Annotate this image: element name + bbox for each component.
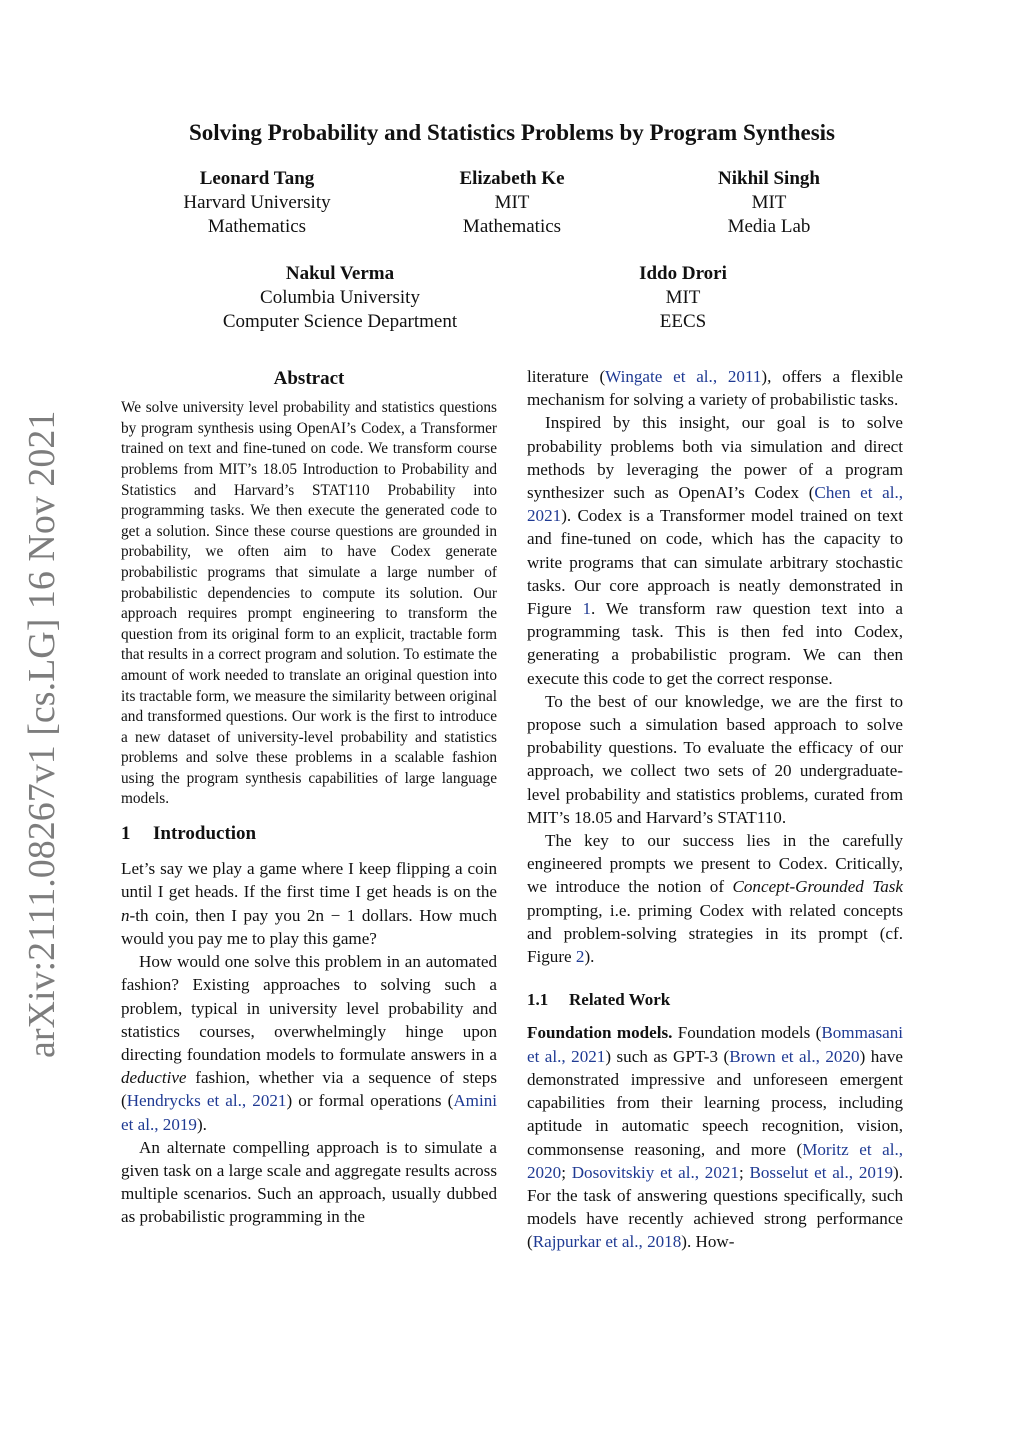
author-department: EECS (659, 311, 707, 332)
author-affiliation: MIT (494, 192, 530, 213)
subsection-heading-related-work (527, 988, 903, 1011)
text-run: literature ( (527, 367, 606, 386)
text-run: -th coin, then I pay you (129, 905, 307, 925)
section-number: 1 (121, 823, 131, 845)
author-affiliation: MIT (751, 192, 787, 213)
right-paragraph-1 (527, 365, 903, 411)
citation-link[interactable]: Dosovitskiy et al., 2021 (571, 1162, 739, 1182)
right-column (527, 365, 903, 1254)
section-title: Introduction (153, 823, 257, 845)
citation-link[interactable]: Chen et al., 2021 (527, 483, 903, 526)
citation-link[interactable]: Bommasani et al., 2021 (527, 1023, 903, 1066)
right-paragraph-4 (527, 829, 903, 968)
right-paragraph-3: To the best of our knowledge, we are the first to propose such a simulation based approach to solve probability questions. To evaluate the efficacy of our approach, we collect two sets of 20 undergraduate-level probability and statistics problems, curated from MIT’s 18.05 and Harvard’s STAT110. (527, 691, 903, 827)
author-block (523, 262, 843, 334)
subsection-title: Related Work (569, 990, 671, 1010)
author-department: Media Lab (727, 216, 811, 237)
citation-link[interactable]: Brown et al., 2020 (729, 1046, 860, 1066)
paper-title: Solving Probability and Statistics Problems by Program Synthesis (189, 120, 835, 145)
math-variable: n (121, 905, 130, 925)
emphasis: Concept-Grounded Task (732, 877, 903, 897)
author-name: Iddo Drori (639, 263, 727, 284)
figure-reference-link[interactable]: 2 (575, 947, 585, 967)
intro-paragraph-3: An alternate compelling approach is to simulate a given task on a large scale and aggregate results across multiple scenarios. Such an approach, usually dubbed as probabilistic programming in the (121, 1137, 497, 1227)
intro-paragraph-2 (121, 950, 497, 1136)
abstract-heading: Abstract (273, 368, 345, 389)
intro-paragraph-1 (121, 857, 497, 950)
citation-link[interactable]: Hendrycks et al., 2021 (126, 1091, 287, 1111)
author-affiliation: Harvard University (183, 192, 331, 213)
text-run: ) such as GPT-3 ( (605, 1046, 730, 1066)
author-affiliation: MIT (665, 287, 701, 308)
text-run: ). (584, 947, 595, 967)
math-expression: 2n − 1 (306, 905, 356, 925)
text-run: prompting, i.e. priming Codex with related concepts and problem-solving strategies in its prompt (cf. Figure (527, 900, 903, 967)
run-in-heading: Foundation models. (527, 1023, 673, 1043)
citation-link[interactable]: Moritz et al., 2020 (527, 1139, 903, 1182)
author-block (609, 167, 929, 239)
arxiv-side-stamp: arXiv:2111.08267v1 [cs.LG] 16 Nov 2021 (21, 410, 63, 1058)
author-name: Nikhil Singh (718, 168, 820, 189)
text-run: Inspired by this insight, our goal is to solve probability problems both via simulation and direct methods by leveraging the power of a program synthesizer such as OpenAI’s Codex ( (527, 413, 903, 503)
text-run: ). How- (681, 1232, 735, 1252)
text-run: Let’s say we play a game where I keep flipping a coin until I get heads. If the first time I get heads is on the (121, 859, 497, 902)
citation-link[interactable]: Bosselut et al., 2019 (749, 1162, 894, 1182)
author-department: Computer Science Department (222, 311, 458, 332)
author-name: Elizabeth Ke (459, 168, 565, 189)
citation-link[interactable]: Wingate et al., 2011 (605, 367, 762, 386)
right-paragraph-2 (527, 411, 903, 689)
figure-reference-link[interactable]: 1 (582, 599, 592, 619)
text-run: ). Codex is a Transformer model trained on text and fine-tuned on code, which has the capacity to write programs that can simulate arbitrary stochastic tasks. Our core approach is neatly demonstrated in Figure (527, 506, 903, 619)
text-run: ). (196, 1114, 207, 1134)
text-run: ), offers a flexible mechanism for solving a variety of probabilistic tasks. (527, 367, 903, 410)
text-run: . We transform raw question text into a programming task. This is then fed into Codex, generating a probabilistic program. We can then execute this code to get the correct response. (527, 599, 903, 688)
abstract-text: We solve university level probability and statistics questions by program synthesis using OpenAI’s Codex, a Transformer trained on text and fine-tuned on code. We transform course problems from MIT’s 18.05 Introduction to Probability and Statistics and Harvard’s STAT110 Probability into programming tasks. We then execute the generated code to get a solution. Since these course questions are grounded in probability, we often aim to have Codex generate probabilistic programs that simulate a large number of probabilistic dependencies to compute its solution. Our approach requires prompt engineering to transform the question from its original form to an explicit, tractable form that results in a correct program and solution. To estimate the amount of work needed to translate an original question into its tractable form, we measure the similarity between original and transformed questions. Our work is the first to introduce a new dataset of university-level probability and statistics problems and solve these problems in a scalable fashion using the program synthesis capabilities of large language models. (121, 399, 497, 808)
text-run: How would one solve this problem in an automated fashion? Existing approaches to solving such a problem, typical in university level probability and statistics courses, overwhelmingly hinge upon directing foundation models to formulate answers in a (121, 952, 497, 1064)
author-department: Mathematics (207, 216, 307, 237)
author-block (180, 262, 500, 334)
author-name: Leonard Tang (199, 168, 315, 189)
emphasis: deductive (121, 1068, 187, 1088)
section-heading-introduction (121, 822, 497, 845)
text-run: ; (738, 1162, 750, 1182)
text-run: Foundation models ( (672, 1023, 822, 1043)
subsection-number: 1.1 (527, 990, 549, 1010)
left-column (121, 365, 497, 1229)
author-name: Nakul Verma (285, 263, 395, 284)
text-run: dollars. How much would you pay me to play this game? (121, 905, 497, 948)
text-run: fashion, whether via a sequence of steps ( (121, 1068, 497, 1111)
right-paragraph-5 (527, 1021, 903, 1253)
author-department: Mathematics (462, 216, 562, 237)
text-run: ) have demonstrated impressive and unforeseen emergent capabilities from their learning process, including aptitude in automatic speech recognition, vision, commonsense reasoning, and more ( (527, 1046, 903, 1159)
text-run: ). For the task of answering questions specifically, such models have recently achieved strong performance ( (527, 1162, 903, 1252)
text-run: The key to our success lies in the carefully engineered prompts we present to Codex. Critically, we introduce the notion of (527, 831, 903, 897)
citation-link[interactable]: Amini et al., 2019 (121, 1091, 497, 1134)
citation-link[interactable]: Rajpurkar et al., 2018 (532, 1232, 682, 1252)
text-run: ; (561, 1162, 572, 1182)
author-affiliation: Columbia University (260, 287, 420, 308)
text-run: ) or formal operations ( (286, 1091, 454, 1111)
